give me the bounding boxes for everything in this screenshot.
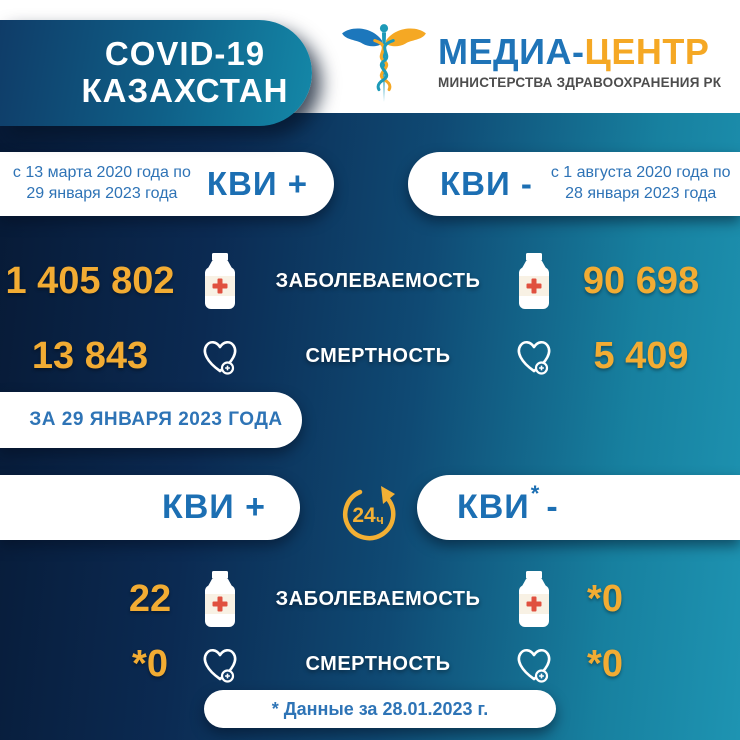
kvi-plus-period-line1: с 13 марта 2020 года по bbox=[12, 164, 191, 182]
logo-subtitle: МИНИСТЕРСТВА ЗДРАВООХРАНЕНИЯ РК bbox=[438, 75, 722, 90]
heart-plus-icon bbox=[180, 641, 260, 687]
covid-kazakhstan-badge bbox=[0, 20, 312, 126]
footnote-pill: * Данные за 28.01.2023 г. bbox=[204, 690, 556, 728]
kvi-minus-period-pill bbox=[408, 152, 740, 216]
logo-text bbox=[438, 31, 722, 90]
medicine-bottle-icon bbox=[496, 253, 572, 309]
cumulative-incidence-row bbox=[0, 250, 740, 312]
daily-mortality-row bbox=[0, 633, 740, 695]
clock-label-number: 24 bbox=[352, 504, 376, 527]
daily-date-banner: ЗА 29 ЯНВАРЯ 2023 ГОДА bbox=[0, 392, 302, 448]
daily-kvi-plus-pill bbox=[0, 475, 300, 540]
daily-incidence-row bbox=[0, 568, 740, 630]
heart-plus-icon bbox=[180, 333, 260, 379]
logo-title-media: МЕДИА- bbox=[438, 31, 585, 72]
cumulative-mortality-kvi-plus-value: 13 843 bbox=[31, 334, 149, 377]
kvi-minus-period-line2: 28 января 2023 года bbox=[565, 185, 717, 202]
daily-mortality-kvi-plus-value: *0 bbox=[132, 642, 168, 685]
kvi-plus-period-line2: 29 января 2023 года bbox=[26, 185, 178, 202]
heart-plus-icon bbox=[496, 333, 572, 379]
kvi-plus-label: КВИ + bbox=[206, 165, 308, 202]
daily-kvi-minus-asterisk: * bbox=[530, 480, 540, 506]
daily-mortality-label: СМЕРТНОСТЬ bbox=[305, 652, 451, 675]
logo-title-center: ЦЕНТР bbox=[584, 31, 710, 72]
daily-mortality-kvi-minus-value: *0 bbox=[587, 642, 623, 685]
daily-incidence-kvi-minus-value: *0 bbox=[587, 577, 623, 620]
daily-kvi-minus-label: КВИ bbox=[457, 488, 530, 526]
media-center-logo bbox=[334, 16, 721, 108]
caduceus-icon bbox=[334, 16, 434, 108]
kvi-minus-label: КВИ - bbox=[440, 165, 533, 202]
mortality-label: СМЕРТНОСТЬ bbox=[305, 344, 451, 367]
clock-24h-icon bbox=[336, 483, 400, 547]
kvi-minus-period bbox=[551, 163, 731, 205]
daily-incidence-kvi-plus-value: 22 bbox=[128, 577, 172, 620]
badge-title-line2: КАЗАХСТАН bbox=[81, 72, 289, 109]
daily-kvi-minus-sign: - bbox=[546, 488, 558, 526]
cumulative-mortality-row bbox=[0, 325, 740, 387]
daily-kvi-plus-label: КВИ + bbox=[161, 488, 266, 526]
kvi-plus-period bbox=[13, 163, 191, 205]
kvi-minus-period-line1: с 1 августа 2020 года по bbox=[550, 164, 731, 182]
medicine-bottle-icon bbox=[496, 571, 572, 627]
logo-title bbox=[438, 31, 710, 72]
clock-label-suffix: ч bbox=[376, 512, 384, 527]
heart-plus-icon bbox=[496, 641, 572, 687]
kvi-plus-period-pill bbox=[0, 152, 334, 216]
badge-title-line1: COVID-19 bbox=[104, 35, 266, 73]
daily-incidence-label: ЗАБОЛЕВАЕМОСТЬ bbox=[275, 587, 481, 610]
cumulative-incidence-kvi-plus-value: 1 405 802 bbox=[5, 259, 175, 302]
medicine-bottle-icon bbox=[180, 253, 260, 309]
incidence-label: ЗАБОЛЕВАЕМОСТЬ bbox=[275, 269, 481, 292]
daily-kvi-minus-pill bbox=[417, 475, 740, 540]
cumulative-mortality-kvi-minus-value: 5 409 bbox=[593, 334, 689, 377]
cumulative-incidence-kvi-minus-value: 90 698 bbox=[582, 259, 700, 302]
medicine-bottle-icon bbox=[180, 571, 260, 627]
